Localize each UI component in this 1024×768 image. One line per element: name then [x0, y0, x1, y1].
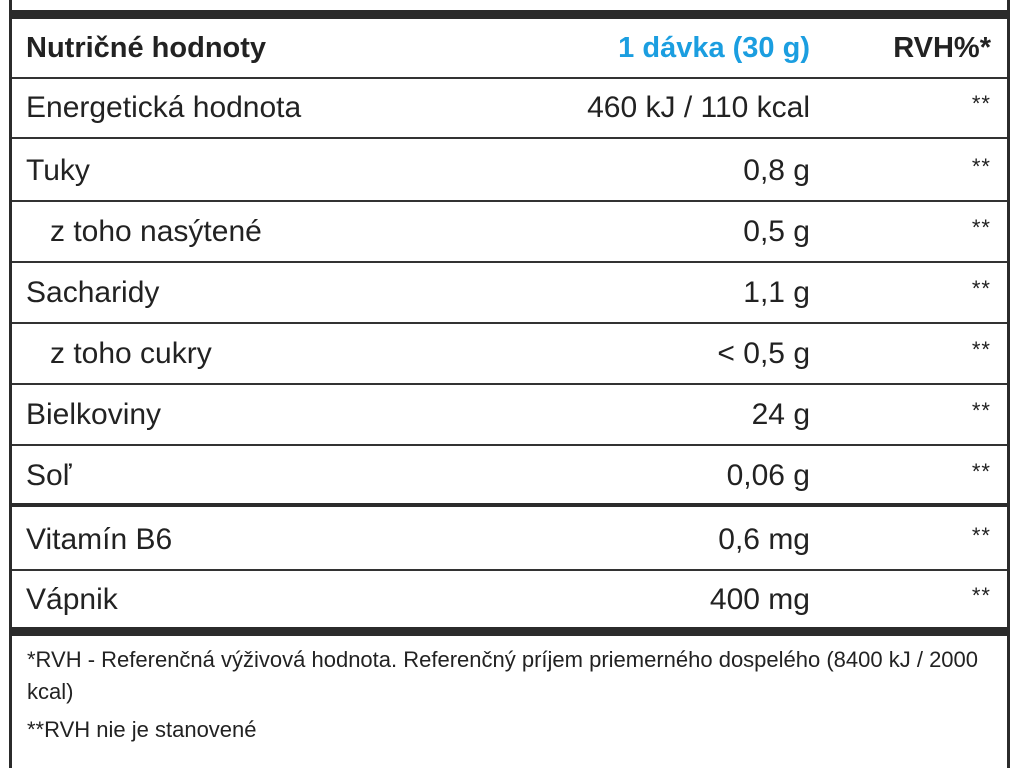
- row-name: Vápnik: [26, 583, 118, 616]
- row-value: < 0,5 g: [717, 337, 810, 370]
- header-serving: 1 dávka (30 g): [618, 32, 810, 64]
- row-rvh: **: [971, 398, 991, 423]
- top-rule: [12, 10, 1007, 19]
- table-row: [12, 386, 1007, 446]
- row-rvh: **: [971, 337, 991, 362]
- row-value: 0,06 g: [726, 459, 810, 492]
- row-rvh: **: [971, 523, 991, 548]
- row-name: Vitamín B6: [26, 523, 173, 556]
- row-value: 1,1 g: [743, 276, 810, 309]
- row-rvh: **: [971, 276, 991, 301]
- row-value: 0,5 g: [743, 215, 810, 248]
- table-row: [12, 203, 1007, 263]
- row-name: Bielkoviny: [26, 398, 162, 431]
- table-row: [12, 79, 1007, 139]
- footnote-rvh-definition: *RVH - Referenčná výživová hodnota. Referenčný príjem priemerného dospelého (8400 kJ / 2000 kcal): [27, 647, 979, 704]
- row-rvh: **: [971, 215, 991, 240]
- table-row: [12, 264, 1007, 324]
- header-rvh: RVH%*: [893, 32, 991, 64]
- footnote-rvh-not-set: **RVH nie je stanovené: [27, 717, 257, 742]
- row-name: z toho nasýtené: [50, 215, 262, 248]
- row-name: Soľ: [26, 459, 72, 492]
- table-row: [12, 142, 1007, 202]
- row-name: Tuky: [26, 154, 90, 187]
- row-rvh: **: [971, 91, 991, 116]
- row-value: 400 mg: [709, 583, 810, 616]
- row-value: 0,8 g: [743, 154, 810, 187]
- row-value: 460 kJ / 110 kcal: [587, 91, 810, 124]
- table-header: [12, 19, 1007, 79]
- row-value: 0,6 mg: [718, 523, 810, 556]
- table-row: [12, 447, 1007, 507]
- footnotes: [27, 644, 987, 746]
- header-name: Nutričné hodnoty: [26, 32, 267, 64]
- table-row: [12, 325, 1007, 385]
- table-row: [12, 511, 1007, 571]
- row-name: Sacharidy: [26, 276, 160, 309]
- row-rvh: **: [971, 154, 991, 179]
- row-value: 24 g: [751, 398, 810, 431]
- row-rvh: **: [971, 583, 991, 608]
- row-rvh: **: [971, 459, 991, 484]
- bottom-rule: [12, 627, 1007, 636]
- row-name: z toho cukry: [50, 337, 212, 370]
- table-row: [12, 571, 1007, 631]
- row-name: Energetická hodnota: [26, 91, 302, 124]
